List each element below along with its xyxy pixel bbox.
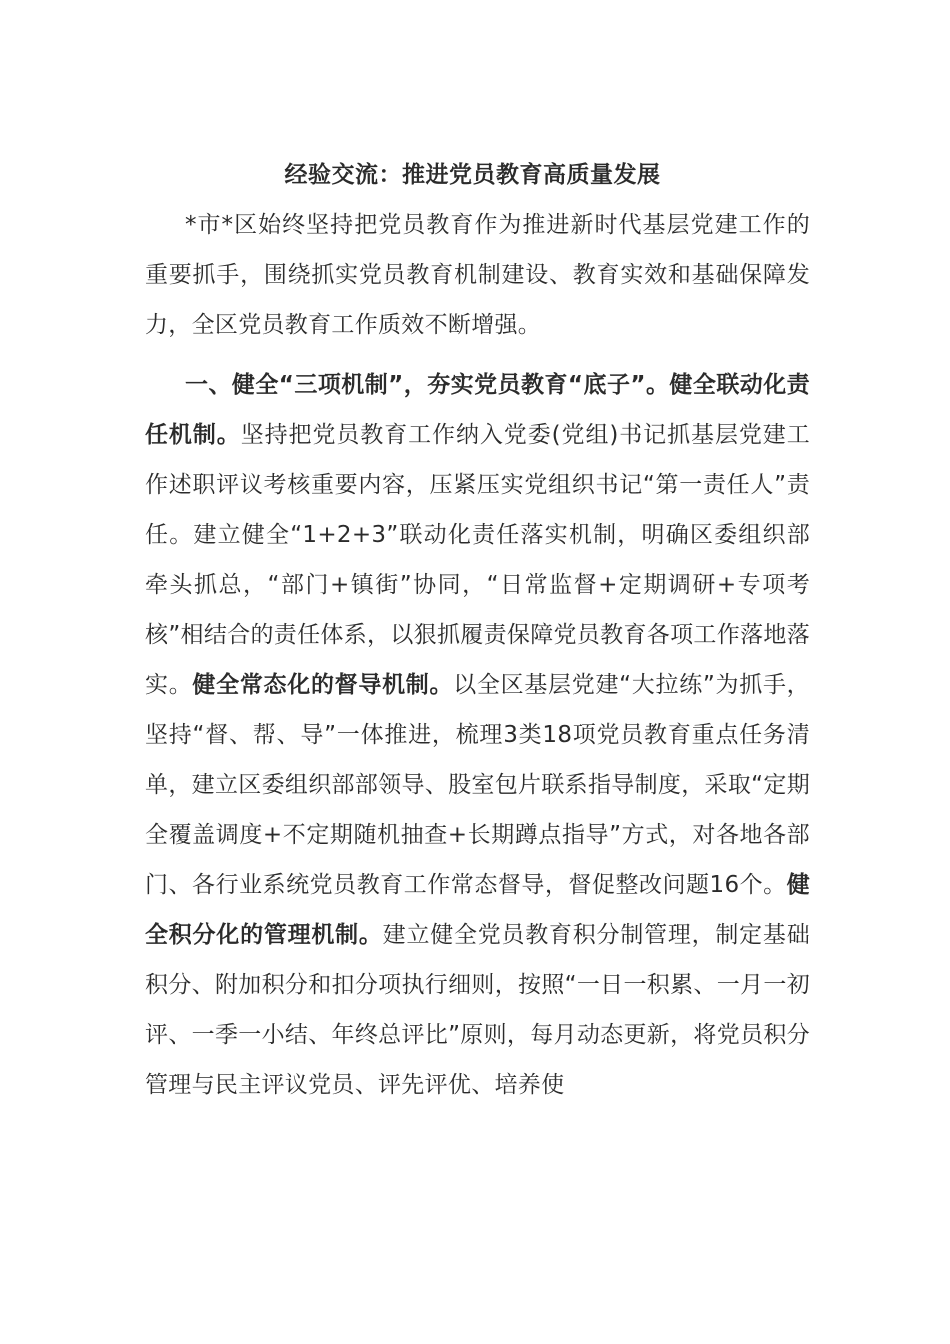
document-page <box>145 150 810 1110</box>
mechanism-1-text: 坚持把党员教育工作纳入党委(党组)书记抓基层党建工作述职评议考核重要内容，压紧压实党组织书记“第一责任人”责任。建立健全“1+2+3”联动化责任落实机制，明确区委组织部牵头抓总，“部门+镇街”协同，“日常监督+定期调研+专项考核”相结合的责任体系，以狠抓履责保障党员教育各项工作落地落实。 <box>145 422 810 698</box>
mechanism-3-title: 健全积分化的管理机制。 <box>145 872 810 948</box>
document-title: 经验交流：推进党员教育高质量发展 <box>284 162 661 188</box>
mechanism-2-text: 以全区基层党建“大拉练”为抓手，坚持“督、帮、导”一体推进，梳理3类18项党员教育重点任务清单，建立区委组织部部领导、股室包片联系指导制度，采取“定期全覆盖调度+不定期随机抽查+长期蹲点指导”方式，对各地各部门、各行业系统党员教育工作常态督导，督促整改问题16个。 <box>145 672 810 898</box>
section-1-heading: 一、健全“三项机制”，夯实党员教育“底子”。 <box>185 372 670 398</box>
mechanism-2-title: 健全常态化的督导机制。 <box>192 672 454 698</box>
section-1-paragraph <box>145 360 810 1110</box>
mechanism-1-title: 健全联动化责任机制。 <box>145 372 810 448</box>
intro-paragraph: *市*区始终坚持把党员教育作为推进新时代基层党建工作的重要抓手，围绕抓实党员教育机制建设、教育实效和基础保障发力，全区党员教育工作质效不断增强。 <box>145 212 810 338</box>
mechanism-3-text: 建立健全党员教育积分制管理，制定基础积分、附加积分和扣分项执行细则，按照“一日一积累、一月一初评、一季一小结、年终总评比”原则，每月动态更新，将党员积分管理与民主评议党员、评先评优、培养使 <box>145 922 811 1098</box>
